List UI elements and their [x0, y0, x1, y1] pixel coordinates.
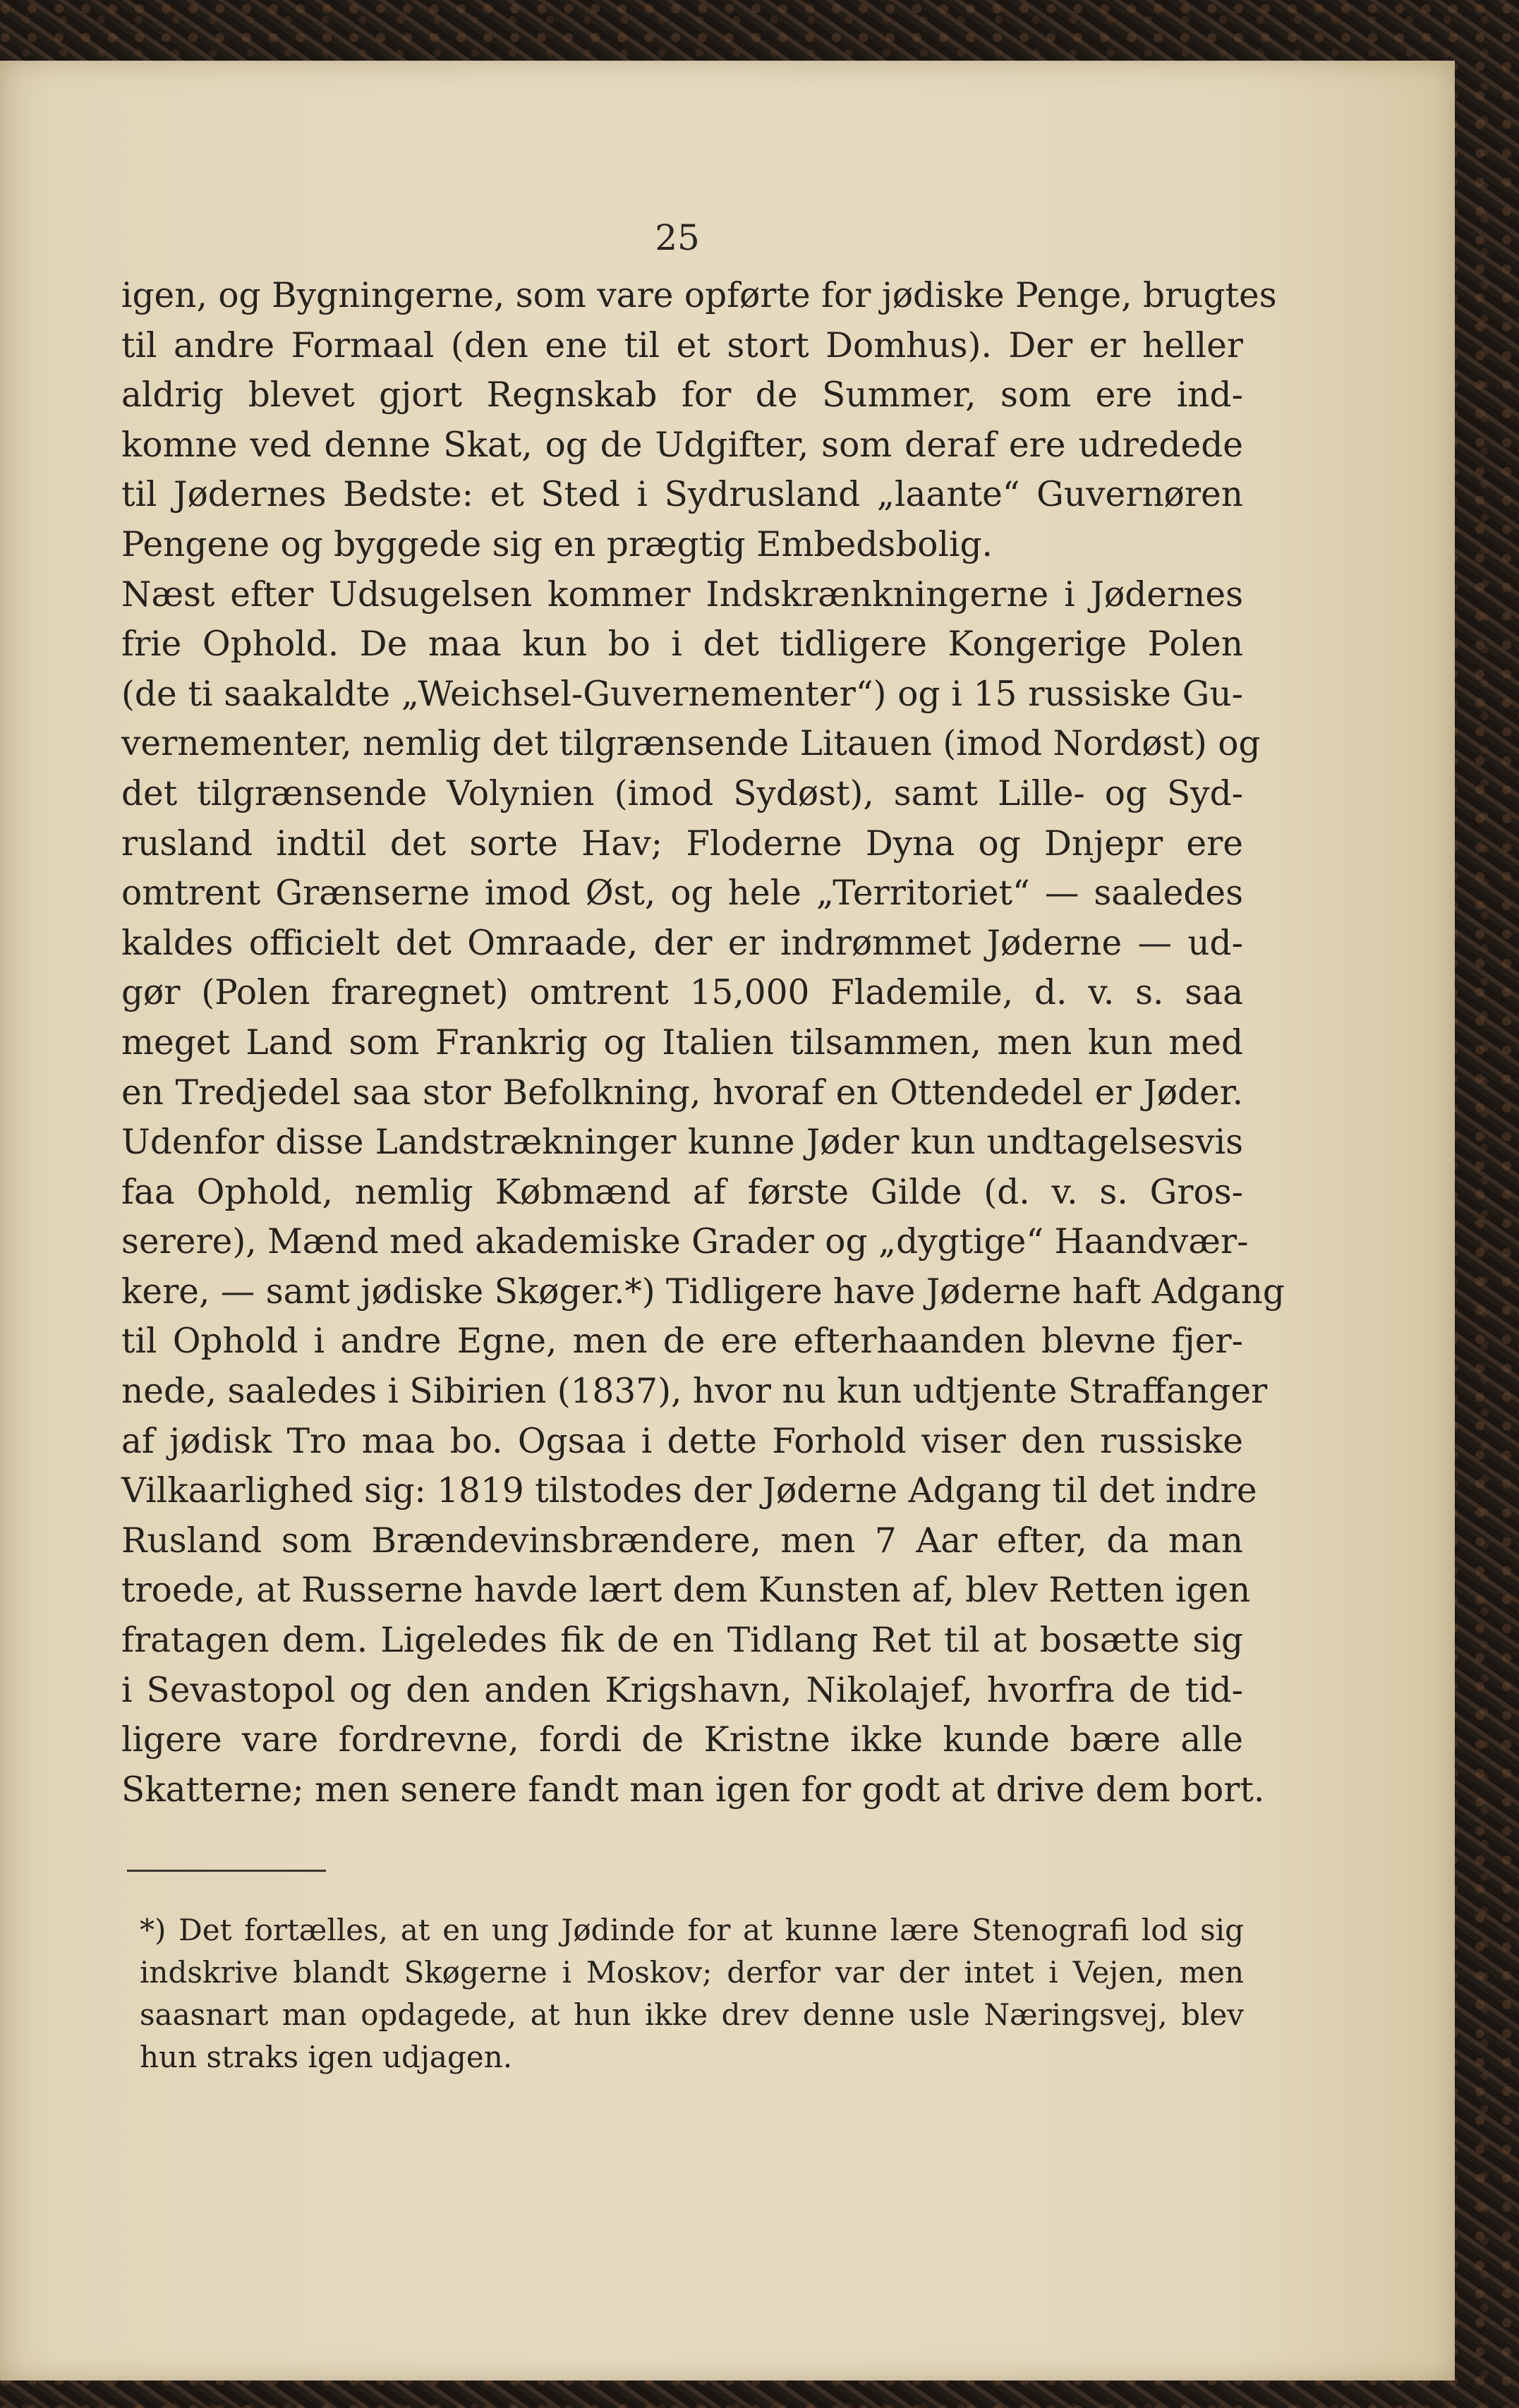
text-line: Rusland som Brændevinsbrændere, men 7 Aar efter, da man — [121, 1520, 1243, 1561]
text-line: omtrent Grænserne imod Øst, og hele „Territoriet“ — saaledes — [121, 873, 1243, 914]
text-line: nede, saaledes i Sibirien (1837), hvor nu kun udtjente Straffanger — [121, 1372, 1268, 1412]
text-line: ligere vare fordrevne, fordi de Kristne ikke kunde bære alle — [121, 1720, 1243, 1760]
text-line: faa Ophold, nemlig Købmænd af første Gilde (d. v. s. Gros- — [121, 1172, 1243, 1212]
text-line: meget Land som Frankrig og Italien tilsammen, men kun med — [121, 1022, 1243, 1063]
page-number: 25 — [655, 217, 700, 258]
text-line: kaldes officielt det Omraade, der er indrømmet Jøderne — ud- — [121, 923, 1243, 963]
text-line: igen, og Bygningerne, som vare opførte for jødiske Penge, brugtes — [121, 276, 1277, 315]
text-line: komne ved denne Skat, og de Udgifter, som deraf ere udredede — [121, 425, 1243, 465]
footnote — [140, 1909, 1244, 2079]
text-line: rusland indtil det sorte Hav; Floderne Dyna og Dnjepr ere — [121, 823, 1243, 864]
text-line: vernementer, nemlig det tilgrænsende Litauen (imod Nordøst) og — [121, 724, 1261, 764]
text-line: Pengene og byggede sig en prægtig Embedsbolig. — [121, 524, 993, 564]
text-line: en Tredjedel saa stor Befolkning, hvoraf en Ottendedel er Jøder. — [121, 1072, 1243, 1113]
text-line: det tilgrænsende Volynien (imod Sydøst), samt Lille- og Syd- — [121, 773, 1243, 813]
body-text — [121, 271, 1285, 1815]
text-line: Vilkaarlighed sig: 1819 tilstodes der Jøderne Adgang til det indre — [121, 1471, 1257, 1511]
footnote-line: saasnart man opdagede, at hun ikke drev denne usle Næringsvej, blev — [140, 1997, 1244, 2032]
text-line: aldrig blevet gjort Regnskab for de Summer, som ere ind- — [121, 375, 1243, 416]
text-line: gør (Polen fraregnet) omtrent 15,000 Flademile, d. v. s. saa — [121, 973, 1243, 1013]
text-line: af jødisk Tro maa bo. Ogsaa i dette Forhold viser den russiske — [121, 1421, 1243, 1461]
text-line: til andre Formaal (den ene til et stort Domhus). Der er heller — [121, 325, 1243, 365]
text-line: til Ophold i andre Egne, men de ere efterhaanden blevne fjer- — [121, 1321, 1243, 1362]
text-line: til Jødernes Bedste: et Sted i Sydrusland „laante“ Guvernøren — [121, 475, 1243, 515]
text-line: i Sevastopol og den anden Krigshavn, Nikolajef, hvorfra de tid- — [121, 1670, 1243, 1710]
text-line: frie Ophold. De maa kun bo i det tidligere Kongerige Polen — [121, 624, 1243, 665]
text-line: fratagen dem. Ligeledes fik de en Tidlang Ret til at bosætte sig — [121, 1621, 1243, 1661]
text-line: troede, at Russerne havde lært dem Kunsten af, blev Retten igen — [121, 1571, 1251, 1611]
footnote-line: hun straks igen udjagen. — [140, 2040, 513, 2074]
text-line: Næst efter Udsugelsen kommer Indskrænkningerne i Jødernes — [121, 574, 1243, 615]
footnote-divider — [127, 1870, 326, 1872]
text-line: kere, — samt jødiske Skøger.*) Tidligere have Jøderne haft Adgang — [121, 1271, 1285, 1312]
footnote-line: *) Det fortælles, at en ung Jødinde for at kunne lære Stenografi lod sig — [140, 1913, 1244, 1947]
text-line: Skatterne; men senere fandt man igen for godt at drive dem bort. — [121, 1769, 1265, 1810]
footnote-line: indskrive blandt Skøgerne i Moskov; derfor var der intet i Vejen, men — [140, 1955, 1244, 1990]
text-line: Udenfor disse Landstrækninger kunne Jøder kun undtagelsesvis — [121, 1123, 1243, 1163]
text-line: serere), Mænd med akademiske Grader og „dygtige“ Haandvær- — [121, 1222, 1249, 1262]
text-line: (de ti saakaldte „Weichsel-Guvernementer“) og i 15 russiske Gu- — [121, 674, 1243, 714]
